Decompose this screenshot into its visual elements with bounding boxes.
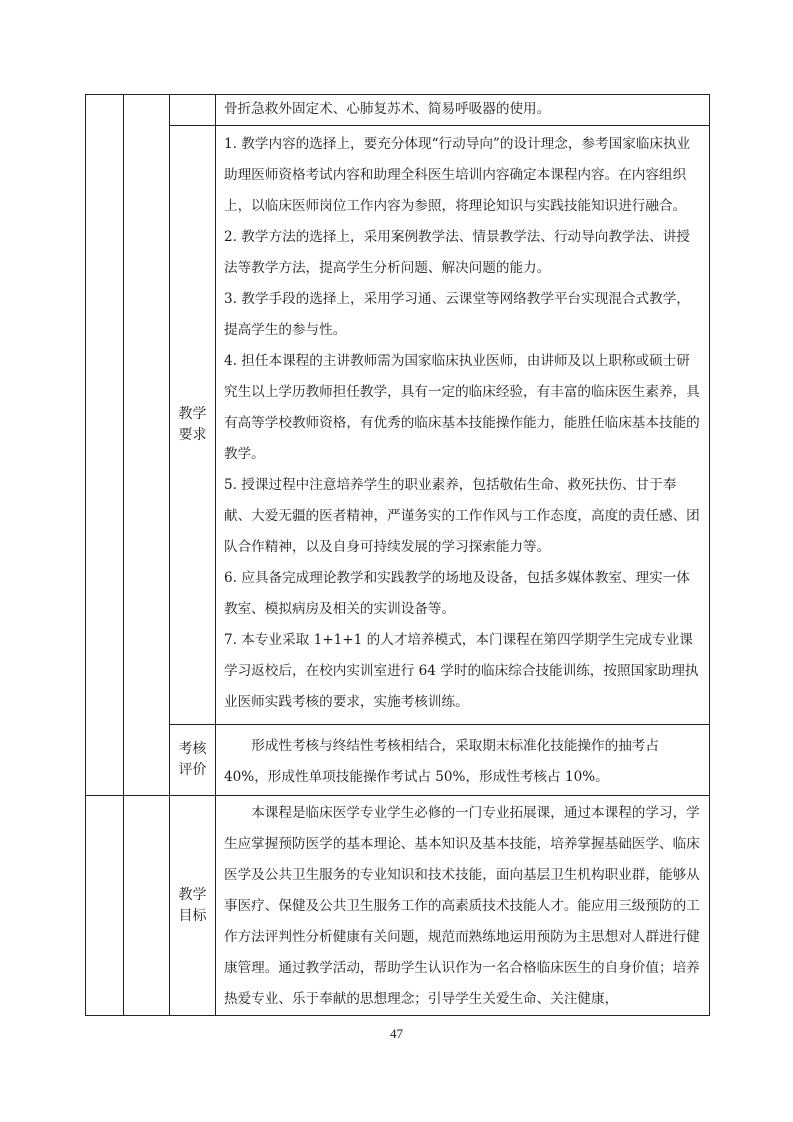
- label-text: 目标: [178, 907, 207, 924]
- course-number-cell: [86, 95, 124, 796]
- content-cell-assessment: [216, 725, 710, 796]
- list-item: 5. 授课过程中注意培养学生的职业素养，包括敬佑生命、救死扶伤、甘于奉献、大爱无疆的医者精神，严谨务实的工作作风与工作态度，高度的责任感、团队合作精神，以及自身可持续发展的学习探索能力等。: [224, 477, 700, 555]
- list-item: 1. 教学内容的选择上，要充分体现“行动导向”的设计理念，参考国家临床执业助理医师资格考试内容和助理全科医生培训内容确定本课程内容。在内容组织上，以临床医师岗位工作内容为参照，将理论知识与实践技能知识进行融合。: [224, 136, 691, 214]
- course-table: [85, 94, 710, 1016]
- content-cell-goals: [216, 796, 710, 1016]
- list-item: 6. 应具备完成理论教学和实践教学的场地及设备，包括多媒体教室、理实一体教室、模拟病房及相关的实训设备等。: [224, 570, 690, 617]
- content-cell-requirements: [216, 126, 710, 725]
- course-name-cell: [124, 95, 170, 796]
- table-row-goals: [86, 796, 710, 1016]
- table-row-continuation: [86, 95, 710, 126]
- assessment-text: 形成性考核与终结性考核相结合，采取期末标准化技能操作的抽考占 40%，形成性单项技能操作考试占 50%，形成性考核占 10%。: [224, 738, 659, 785]
- list-item: 4. 担任本课程的主讲教师需为国家临床执业医师，由讲师及以上职称或硕士研究生以上学历教师担任教学，具有一定的临床经验，有丰富的临床医生素养，具有高等学校教师资格，有优秀的临床基本技能操作能力，能胜任临床基本技能的教学。: [224, 353, 700, 462]
- label-cell-assessment: [170, 725, 216, 796]
- course-number-cell: [86, 796, 124, 1016]
- table-row-assessment: [86, 725, 710, 796]
- label-text: 教学: [178, 886, 207, 903]
- label-text: 考核: [178, 741, 207, 757]
- label-cell-empty: [170, 95, 216, 126]
- page-number: 47: [390, 1026, 403, 1041]
- table-row-requirements: [86, 126, 710, 725]
- label-text: 评价: [178, 762, 207, 778]
- list-item: 2. 教学方法的选择上，采用案例教学法、情景教学法、行动导向教学法、讲授法等教学方法，提高学生分析问题、解决问题的能力。: [224, 229, 690, 276]
- goals-text: 本课程是临床医学专业学生必修的一门专业拓展课，通过本课程的学习，学生应掌握预防医学的基本理论、基本知识及基本技能，培养掌握基础医学、临床医学及公共卫生服务的专业知识和技术技能，面向基层卫生机构职业群，能够从事医疗、保健及公共卫生服务工作的高素质技术技能人才。能应用三级预防的工作方法评判性分析健康有关问题，规范而熟练地运用预防为主思想对人群进行健康管理。通过教学活动，帮助学生认识作为一名合格临床医生的自身价值；培养热爱专业、乐于奉献的思想理念；引导学生关爱生命、关注健康，: [224, 805, 700, 1007]
- label-cell-goals: [170, 796, 216, 1016]
- list-item: 7. 本专业采取 1+1+1 的人才培养模式，本门课程在第四学期学生完成专业课学习返校后，在校内实训室进行 64 学时的临床综合技能训练，按照国家助理执业医师实践考核的要求，实施考核训练。: [224, 632, 699, 710]
- label-text: 要求: [178, 427, 207, 443]
- course-name-cell: [124, 796, 170, 1016]
- list-item: 3. 教学手段的选择上，采用学习通、云课堂等网络教学平台实现混合式教学，提高学生的参与性。: [224, 291, 690, 338]
- label-cell-requirements: [170, 126, 216, 725]
- content-cell: [216, 95, 710, 126]
- label-text: 教学: [178, 406, 207, 422]
- continuation-text: 骨折急救外固定术、心肺复苏术、简易呼吸器的使用。: [224, 101, 551, 117]
